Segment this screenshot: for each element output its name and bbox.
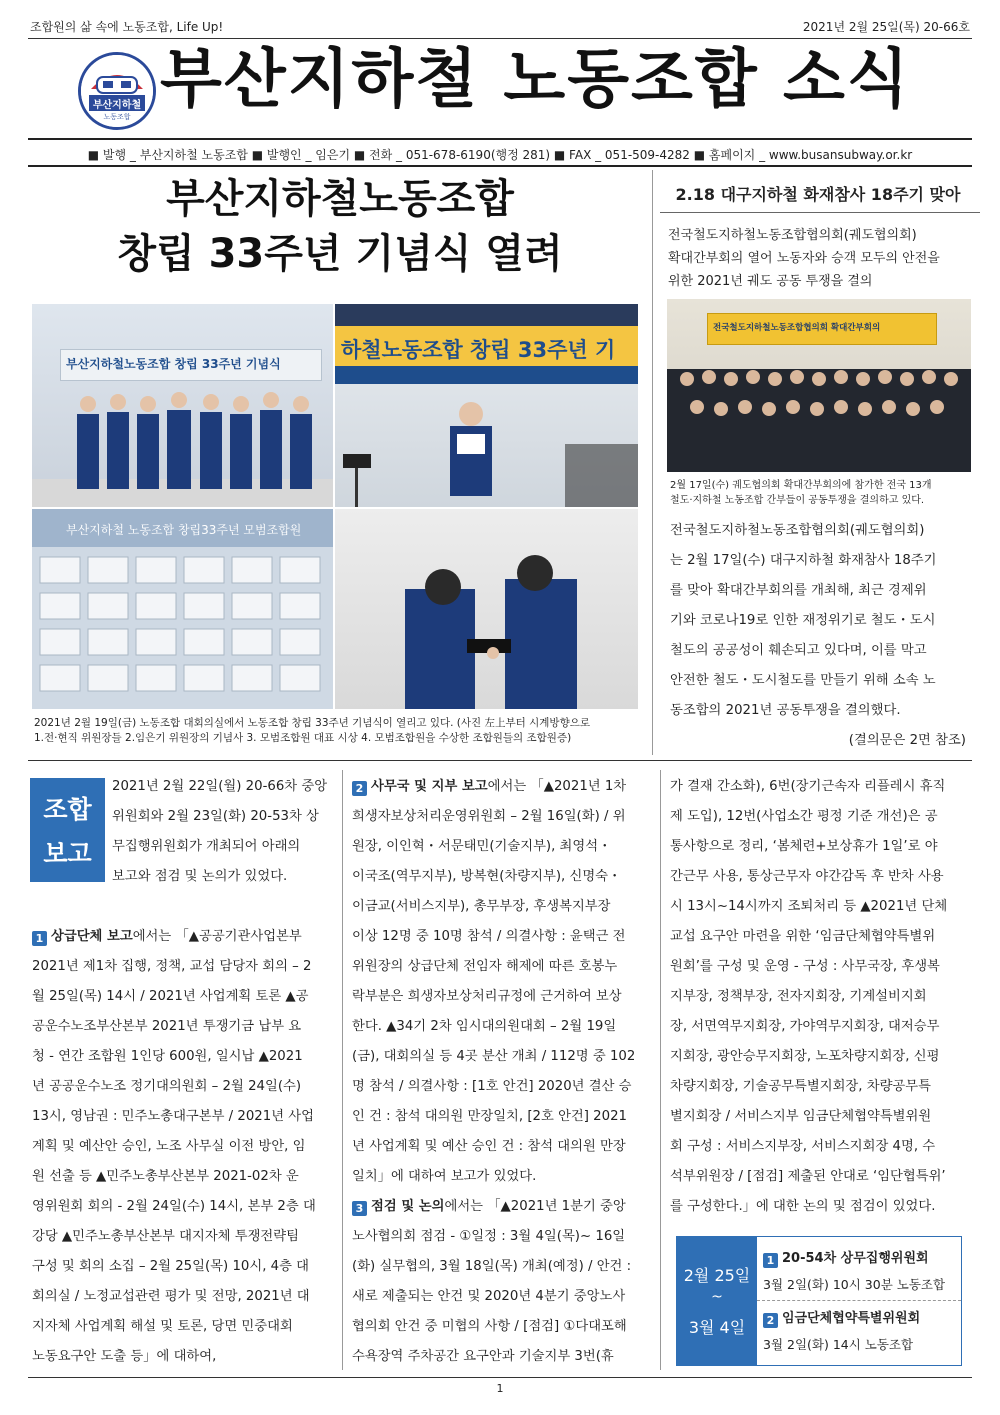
schedule-divider xyxy=(757,1300,961,1301)
report-section-office xyxy=(352,772,650,1372)
report-line: 명 참석 / 의결사항 : [1호 안건] 2020년 결산 승 xyxy=(352,1079,632,1094)
side-story-title: 2.18 대구지하철 화재참사 18주기 맞아 xyxy=(675,185,961,204)
report-line: 차량지회장, 기술공무특별지회장, 차량공무특 xyxy=(670,1079,931,1094)
report-line: 별지회장 / 서비스지부 임금단체협약특별위원 xyxy=(670,1109,932,1124)
report-line: 공운수노조부산본부 2021년 투쟁기금 납부 요 xyxy=(32,1019,302,1034)
report-line: (화) 실무협의, 3월 18일(목) 개최(예정) / 안건 : xyxy=(352,1259,632,1274)
section-title-office: 사무국 및 지부 보고 xyxy=(371,779,488,794)
report-line: 노사협의회 점검 - ①일정 : 3월 4일(목)~ 16일 xyxy=(352,1229,626,1244)
report-line: 협의회 안건 중 미협의 사항 / [점검] ①다대포해 xyxy=(352,1319,627,1334)
report-line: 원장, 이인혁・서문태민(기술지부), 최영석・ xyxy=(352,839,612,854)
report-line: 이국조(역무지부), 방복현(차량지부), 신명숙・ xyxy=(352,869,622,884)
issue-date: 2021년 2월 25일(목) 20-66호 xyxy=(802,20,970,34)
report-line: 석부위원장 / [점검] 제출된 안대로 ‘임단협특위’ xyxy=(670,1169,946,1184)
union-report-label xyxy=(30,778,105,882)
photo-model-members-board xyxy=(32,509,333,709)
section-lead-text: 에서는 「▲2021년 1차 xyxy=(487,779,627,794)
report-line: 강당 ▲민주노총부산본부 대지자체 투쟁전략팀 xyxy=(32,1229,299,1244)
schedule-number-badge: 1 xyxy=(763,1253,778,1268)
schedule-item-2-title-row xyxy=(763,1307,958,1328)
schedule-item-title: 20-54차 상무집행위원회 xyxy=(782,1251,929,1266)
report-line: (금), 대회의실 등 4곳 분산 개최 / 112명 중 102 xyxy=(352,1049,636,1064)
report-line: 수욕장역 주차공간 요구안과 기술지부 3번(휴 xyxy=(352,1349,614,1364)
report-line: 년 사업계획 및 예산 승인 건 : 참석 대의원 만장 xyxy=(352,1139,626,1154)
schedule-date-from: 2월 25일 xyxy=(683,1266,751,1285)
report-line: 이상 12명 중 10명 참석 / 의결사항 : 윤택근 전 xyxy=(352,929,626,944)
report-line: 간근무 사용, 통상근무자 야간감독 후 반차 사용 xyxy=(670,869,944,884)
photo-chairman-speech xyxy=(335,304,638,507)
chairmen-group-figure xyxy=(32,384,333,507)
side-body-line: 안전한 철도・도시철도를 만들기 위해 소속 노 xyxy=(670,673,936,688)
report-line: 새로 제출되는 안건 및 2020년 4분기 중앙노사 xyxy=(352,1289,626,1304)
report-line: 한다. ▲34기 2차 임시대의원대회 – 2월 19일 xyxy=(352,1019,617,1034)
report-intro xyxy=(112,772,332,892)
union-logo xyxy=(78,52,156,130)
report-line: 회의실 / 노정교섭관련 평가 및 전망, 2021년 대 xyxy=(32,1289,310,1304)
member-cards-grid xyxy=(32,549,333,709)
side-lead-line: 위한 2021년 궤도 공동 투쟁을 결의 xyxy=(668,274,873,289)
section-lead-text: 에서는 「▲2021년 1분기 중앙 xyxy=(444,1199,626,1214)
report-line: 청 - 연간 조합원 1인당 600원, 일시납 ▲2021 xyxy=(32,1049,303,1064)
side-body-line: 기와 코로나19로 인한 재정위기로 철도・도시 xyxy=(670,613,936,628)
report-line: 인 건 : 참석 대의원 만장일치, [2호 안건] 2021 xyxy=(352,1109,628,1124)
slogan: 조합원의 삶 속에 노동조합, Life Up! xyxy=(30,20,224,34)
report-section-continued xyxy=(670,772,970,1222)
side-note: (결의문은 2면 참조) xyxy=(848,733,966,748)
logo-text-top: 부산지하철 xyxy=(92,100,142,111)
main-photo-caption-line-2: 1.전·현직 위원장들 2.임은기 위원장의 기념사 3. 모범조합원 대표 시상 4. 모범조합원을 수상한 조합원들의 조합원증) xyxy=(34,732,572,744)
report-line: 제 도입), 12번(사업소간 평정 기준 개선)은 공 xyxy=(670,809,938,824)
section-title-review: 점검 및 논의 xyxy=(371,1199,445,1214)
council-group-figure xyxy=(667,349,971,472)
report-line: 년 공공운수노조 정기대의원회 – 2월 24일(수) xyxy=(32,1079,302,1094)
photo-banner-anniversary: 부산지하철노동조합 창립 33주년 기념식 xyxy=(66,357,281,371)
report-line: 노동요구안 도출 등」에 대하여, xyxy=(32,1349,217,1364)
report-intro-line: 무집행위원회가 개최되어 아래의 xyxy=(112,839,301,854)
pubinfo-rule xyxy=(28,165,972,167)
schedule-date-range xyxy=(677,1237,757,1365)
page-number: 1 xyxy=(496,1382,504,1395)
section-number-badge: 2 xyxy=(352,781,367,796)
report-line: 회 구성 : 서비스지부장, 서비스지회장 4명, 수 xyxy=(670,1139,936,1154)
schedule-number-badge: 2 xyxy=(763,1313,778,1328)
report-line: 13시, 영남권 : 민주노총대구본부 / 2021년 사업 xyxy=(32,1109,314,1124)
report-line: 2021년 제1차 집행, 정책, 교섭 담당자 회의 – 2 xyxy=(32,959,312,974)
schedule-item-title: 임금단체협약특별위원회 xyxy=(782,1311,921,1326)
report-line: 가 결재 간소화), 6번(장기근속자 리플레시 휴직 xyxy=(670,779,946,794)
side-body-line: 를 맞아 확대간부회의를 개최해, 최근 경제위 xyxy=(670,583,927,598)
photo-award-handshake xyxy=(335,509,638,709)
side-photo-caption xyxy=(670,479,970,508)
report-section-upper-body xyxy=(32,922,332,1372)
report-line: 통사항으로 정리, ‘봄체련+보상휴가 1일’로 야 xyxy=(670,839,938,854)
section-rule xyxy=(28,760,972,761)
photo-rail-union-council xyxy=(667,299,971,472)
photo-chairmen xyxy=(32,304,333,507)
report-line: 지부장, 정책부장, 전자지회장, 기계설비지회 xyxy=(670,989,927,1004)
publication-info: ■ 발행 _ 부산지하철 노동조합 ■ 발행인 _ 임은기 ■ 전화 _ 051-678-6190(행정 281) ■ FAX _ 051-509-4282 ■ 홈페이지 _ www.busansubway.or.kr xyxy=(87,148,913,162)
union-report-label-top: 조합 xyxy=(43,795,92,824)
side-body-line: 동조합의 2021년 공동투쟁을 결의했다. xyxy=(670,703,901,718)
report-intro-line: 위원회와 2월 23일(화) 20-53차 상 xyxy=(112,809,319,824)
report-line: 일치」에 대하여 보고가 있었다. xyxy=(352,1169,537,1184)
side-body xyxy=(670,516,970,756)
masthead-title: 부산지하철 노동조합 소식 xyxy=(160,43,911,117)
report-line: 원회’를 구성 및 운영 - 구성 : 사무국장, 후생복 xyxy=(670,959,940,974)
schedule-date-to: 3월 4일 xyxy=(688,1318,746,1337)
report-line: 시 13시~14시까지 조퇴처리 등 ▲2021년 단체 xyxy=(670,899,948,914)
schedule-item-detail: 3월 2일(화) 14시 노동조합 xyxy=(763,1337,914,1352)
report-intro-line: 2021년 2월 22일(월) 20-66차 중앙 xyxy=(112,779,328,794)
photo-banner-council: 전국철도지하철노동조합협의회 확대간부회의 xyxy=(713,323,881,333)
schedule-box xyxy=(676,1236,962,1366)
side-lead-line: 전국철도지하철노동조합협의회(궤도협의회) xyxy=(668,228,917,243)
section-title-upper-body: 상급단체 보고 xyxy=(51,929,133,944)
report-intro-line: 보고와 점검 및 논의가 있었다. xyxy=(112,869,288,884)
side-title-rule xyxy=(660,212,980,213)
schedule-date-tilde: ~ xyxy=(711,1289,723,1305)
report-line: 장, 서면역무지회장, 가야역무지회장, 대저승무 xyxy=(670,1019,940,1034)
report-line: 월 25일(목) 14시 / 2021년 사업계획 토론 ▲공 xyxy=(32,989,309,1004)
headline-line-2: 창립 33주년 기념식 열려 xyxy=(117,231,563,277)
report-line: 지회장, 광안승무지회장, 노포차량지회장, 신평 xyxy=(670,1049,940,1064)
report-line: 위원장의 상급단체 전임자 해제에 따른 호봉누 xyxy=(352,959,618,974)
report-line: 계획 및 예산안 승인, 노조 사무실 이전 방안, 임 xyxy=(32,1139,306,1154)
union-report-label-bottom: 보고 xyxy=(43,839,92,868)
side-body-line: 철도의 공공성이 훼손되고 있다며, 이를 막고 xyxy=(670,643,927,658)
report-line: 이금교(서비스지부), 총무부장, 후생복지부장 xyxy=(352,899,611,914)
report-line: 영위원회 회의 - 2월 24일(수) 14시, 본부 2층 대 xyxy=(32,1199,316,1214)
report-line: 락부분은 희생자보상처리규정에 근거하여 보상 xyxy=(352,989,622,1004)
speaker-figure xyxy=(335,384,638,507)
footer-rule xyxy=(28,1377,972,1378)
photo-banner-stage: 하철노동조합 창립 33주년 기 xyxy=(341,338,616,362)
side-caption-line: 철도·지하철 노동조합 간부들이 공동투쟁을 결의하고 있다. xyxy=(670,494,925,506)
side-body-line: 전국철도지하철노동조합협의회(궤도협의회) xyxy=(670,523,925,538)
report-line: 교섭 요구안 마련을 위한 ‘임금단체협약특별위 xyxy=(670,929,936,944)
column-divider xyxy=(342,770,343,1370)
report-line: 구성 및 회의 소집 – 2월 25일(목) 10시, 4층 대 xyxy=(32,1259,310,1274)
report-line: 희생자보상처리운영위원회 – 2월 16일(화) / 위 xyxy=(352,809,626,824)
section-number-badge: 3 xyxy=(352,1201,367,1216)
headline-line-1: 부산지하철노동조합 xyxy=(166,176,514,222)
side-lead xyxy=(668,224,968,293)
masthead-rule xyxy=(28,138,972,140)
schedule-item-detail: 3월 2일(화) 10시 30분 노동조합 xyxy=(763,1277,946,1292)
report-line: 를 구성한다.」에 대한 논의 및 점검이 있었다. xyxy=(670,1199,936,1214)
section-number-badge: 1 xyxy=(32,931,47,946)
schedule-item-1-title-row xyxy=(763,1247,958,1268)
report-line: 원 선출 등 ▲민주노총부산본부 2021-02차 운 xyxy=(32,1169,299,1184)
report-line: 지자체 사업계획 해설 및 토론, 당면 민중대회 xyxy=(32,1319,293,1334)
handshake-figure xyxy=(335,509,638,709)
column-divider xyxy=(652,170,653,755)
side-lead-line: 확대간부회의 열어 노동자와 승객 모두의 안전을 xyxy=(668,251,940,266)
logo-text-bottom: 노동조합 xyxy=(103,113,131,121)
side-caption-line: 2월 17일(수) 궤도협의회 확대간부회의에 참가한 전국 13개 xyxy=(670,480,932,491)
side-body-line: 는 2월 17일(수) 대구지하철 화재참사 18주기 xyxy=(670,553,937,568)
section-lead-text: 에서는 「▲공공기관사업본부 xyxy=(132,929,302,944)
main-photo-caption-line-1: 2021년 2월 19일(금) 노동조합 대회의실에서 노동조합 창립 33주년 기념식이 열리고 있다. (사진 左上부터 시계방향으로 xyxy=(34,717,591,729)
column-divider xyxy=(660,770,661,1370)
photo-banner-model-members: 부산지하철 노동조합 창립33주년 모범조합원 xyxy=(66,523,302,537)
top-rule xyxy=(28,38,972,39)
